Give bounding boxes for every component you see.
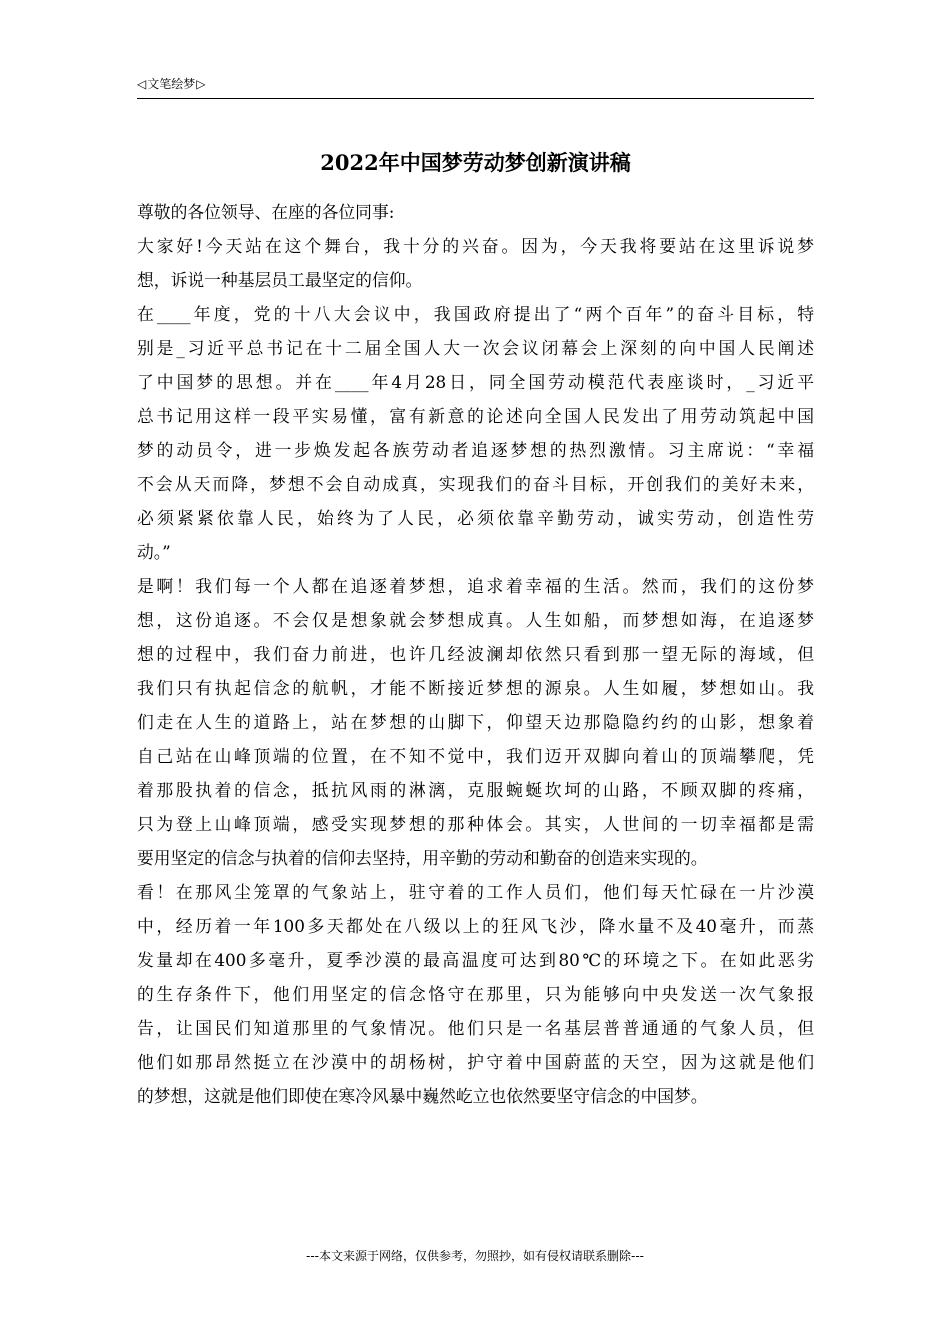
right-triangle-icon: ▷ [196, 77, 206, 91]
paragraph-line: 发量却在400多毫升，夏季沙漠的最高温度可达到80℃的环境之下。在如此恶劣 [137, 950, 814, 970]
paragraph-line: 想，诉说一种基层员工最坚定的信仰。 [137, 270, 423, 290]
paragraph-line: 不会从天而降，梦想不会自动成真，实现我们的奋斗目标，开创我们的美好未来， [137, 474, 814, 494]
paragraph-line: 了中国梦的思想。并在____年4月28日，同全国劳动模范代表座谈时，_习近平 [137, 372, 814, 392]
paragraph [137, 229, 814, 297]
paragraph-line: 在____年度，党的十八大会议中，我国政府提出了“两个百年”的奋斗目标，特 [137, 304, 814, 324]
paragraph-line: 告，让国民们知道那里的气象情况。他们只是一名基层普普通通的气象人员，但 [137, 1018, 814, 1038]
paragraph-line: 中，经历着一年100多天都处在八级以上的狂风飞沙，降水量不及40毫升，而蒸 [137, 916, 814, 936]
paragraph-line: 的梦想，这就是他们即使在寒冷风暴中巍然屹立也依然要坚守信念的中国梦。 [137, 1086, 708, 1106]
paragraph-line: 自己站在山峰顶端的位置，在不知不觉中，我们迈开双脚向着山的顶端攀爬，凭 [137, 746, 814, 766]
left-triangle-icon: ◁ [137, 77, 147, 91]
paragraph-line: 只为登上山峰顶端，感受实现梦想的那种体会。其实，人世间的一切幸福都是需 [137, 814, 814, 834]
paragraph-line: 总书记用这样一段平实易懂，富有新意的论述向全国人民发出了用劳动筑起中国 [137, 406, 814, 426]
paragraph [137, 569, 814, 875]
paragraph-line: 要用坚定的信念与执着的信仰去坚持，用辛勤的劳动和勤奋的创造来实现的。 [137, 848, 708, 868]
paragraph-line: 是啊！我们每一个人都在追逐着梦想，追求着幸福的生活。然而，我们的这份梦 [137, 576, 814, 596]
paragraph-line: 我们只有执起信念的航帆，才能不断接近梦想的源泉。人生如履，梦想如山。我 [137, 678, 814, 698]
paragraph-line: 尊敬的各位领导、在座的各位同事: [137, 202, 395, 222]
paragraph-line: 的生存条件下，他们用坚定的信念恪守在那里，只为能够向中央发送一次气象报 [137, 984, 814, 1004]
paragraph-line: 梦的动员令，进一步焕发起各族劳动者追逐梦想的热烈激情。习主席说：“幸福 [137, 440, 814, 460]
paragraph-line: 动。” [137, 542, 171, 562]
paragraph-line: 他们如那昂然挺立在沙漠中的胡杨树，护守着中国蔚蓝的天空，因为这就是他们 [137, 1052, 814, 1072]
paragraph-line: 看！在那风尘笼罩的气象站上，驻守着的工作人员们，他们每天忙碌在一片沙漠 [137, 882, 814, 902]
document-title: 2022年中国梦劳动梦创新演讲稿 [320, 150, 631, 175]
document-body [137, 195, 814, 1113]
paragraph-line: 想，这份追逐。不会仅是想象就会梦想成真。人生如船，而梦想如海，在追逐梦 [137, 610, 814, 630]
paragraph-line: 想的过程中，我们奋力前进，也许几经波澜却依然只看到那一望无际的海域，但 [137, 644, 814, 664]
header-brand-text: 文笔绘梦 [147, 77, 196, 91]
paragraph-line: 必须紧紧依靠人民，始终为了人民，必须依靠辛勤劳动，诚实劳动，创造性劳 [137, 508, 814, 528]
paragraph-line: 大家好!今天站在这个舞台，我十分的兴奋。因为，今天我将要站在这里诉说梦 [137, 236, 814, 256]
paragraph [137, 297, 814, 569]
paragraph-line: 别是_习近平总书记在十二届全国人大一次会议闭幕会上深刻的向中国人民阐述 [137, 338, 814, 358]
page-header [137, 76, 814, 99]
paragraph-line: 们走在人生的道路上，站在梦想的山脚下，仰望天边那隐隐约约的山影，想象着 [137, 712, 814, 732]
page-footer: ---本文来源于网络，仅供参考，勿照抄，如有侵权请联系删除--- [306, 1249, 644, 1263]
header-brand [137, 76, 205, 92]
paragraph [137, 195, 814, 229]
paragraph-line: 着那股执着的信念，抵抗风雨的淋漓，克服蜿蜒坎坷的山路，不顾双脚的疼痛， [137, 780, 814, 800]
paragraph [137, 875, 814, 1113]
